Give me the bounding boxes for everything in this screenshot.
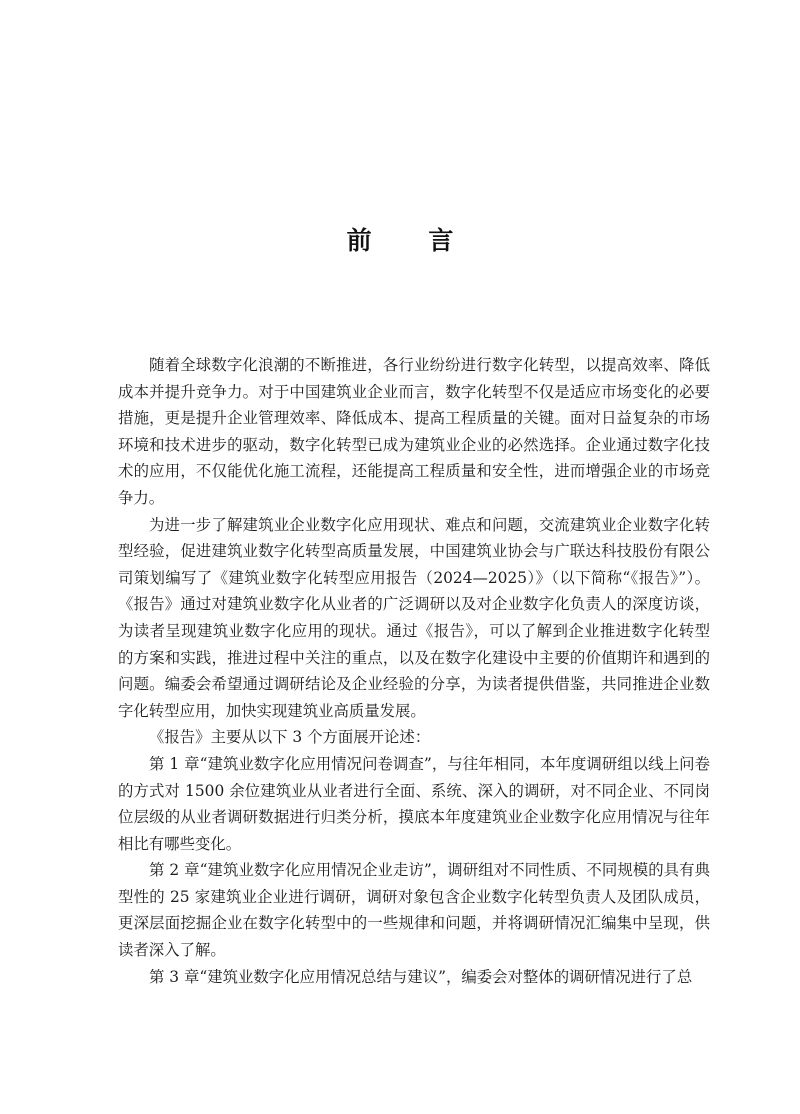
paragraph-purpose: 为进一步了解建筑业企业数字化应用现状、难点和问题，交流建筑业企业数字化转型经验，促进建筑业数字化转型高质量发展，中国建筑业协会与广联达科技股份有限公司策划编写了《建筑业数字化转型应用报告（2024—2025）》（以下简称“《报告》”）。《报告》通过对建筑业数字化从业者的广泛调研以及对企业数字化负责人的深度访谈，为读者呈现建筑业数字化应用的现状。通过《报告》，可以了解到企业推进数字化转型的方案和实践，推进过程中关注的重点，以及在数字化建设中主要的价值期许和遇到的问题。编委会希望通过调研结论及企业经验的分享，为读者提供借鉴，共同推进企业数字化转型应用，加快实现建筑业高质量发展。: [118, 515, 710, 720]
paragraph-intro: 随着全球数字化浪潮的不断推进，各行业纷纷进行数字化转型，以提高效率、降低成本并提升竞争力。对于中国建筑业企业而言，数字化转型不仅是适应市场变化的必要措施，更是提升企业管理效率、降低成本、提高工程质量的关键。面对日益复杂的市场环境和技术进步的驱动，数字化转型已成为建筑业企业的必然选择。企业通过数字化技术的应用，不仅能优化施工流程，还能提高工程质量和安全性，进而增强企业的市场竞争力。: [118, 356, 710, 507]
paragraph-chapter-1: 第 1 章“建筑业数字化应用情况问卷调查”，与往年相同，本年度调研组以线上问卷的方式对 1500 余位建筑业从业者进行全面、系统、深入的调研，对不同企业、不同岗位层级的从业者调研数据进行归类分析，摸底本年度建筑业企业数字化应用情况与往年相比有哪些变化。: [118, 754, 710, 853]
page-title: 前 言: [346, 225, 478, 255]
document-body: [118, 352, 710, 990]
paragraph-chapter-2: 第 2 章“建筑业数字化应用情况企业走访”，调研组对不同性质、不同规模的具有典型性的 25 家建筑业企业进行调研，调研对象包含企业数字化转型负责人及团队成员，更深层面挖掘企业在数字化转型中的一些规律和问题，并将调研情况汇编集中呈现，供读者深入了解。: [118, 861, 710, 960]
paragraph-overview: 《报告》主要从以下 3 个方面展开论述：: [149, 728, 431, 747]
paragraph-chapter-3: 第 3 章“建筑业数字化应用情况总结与建议”，编委会对整体的调研情况进行了总: [149, 967, 693, 986]
